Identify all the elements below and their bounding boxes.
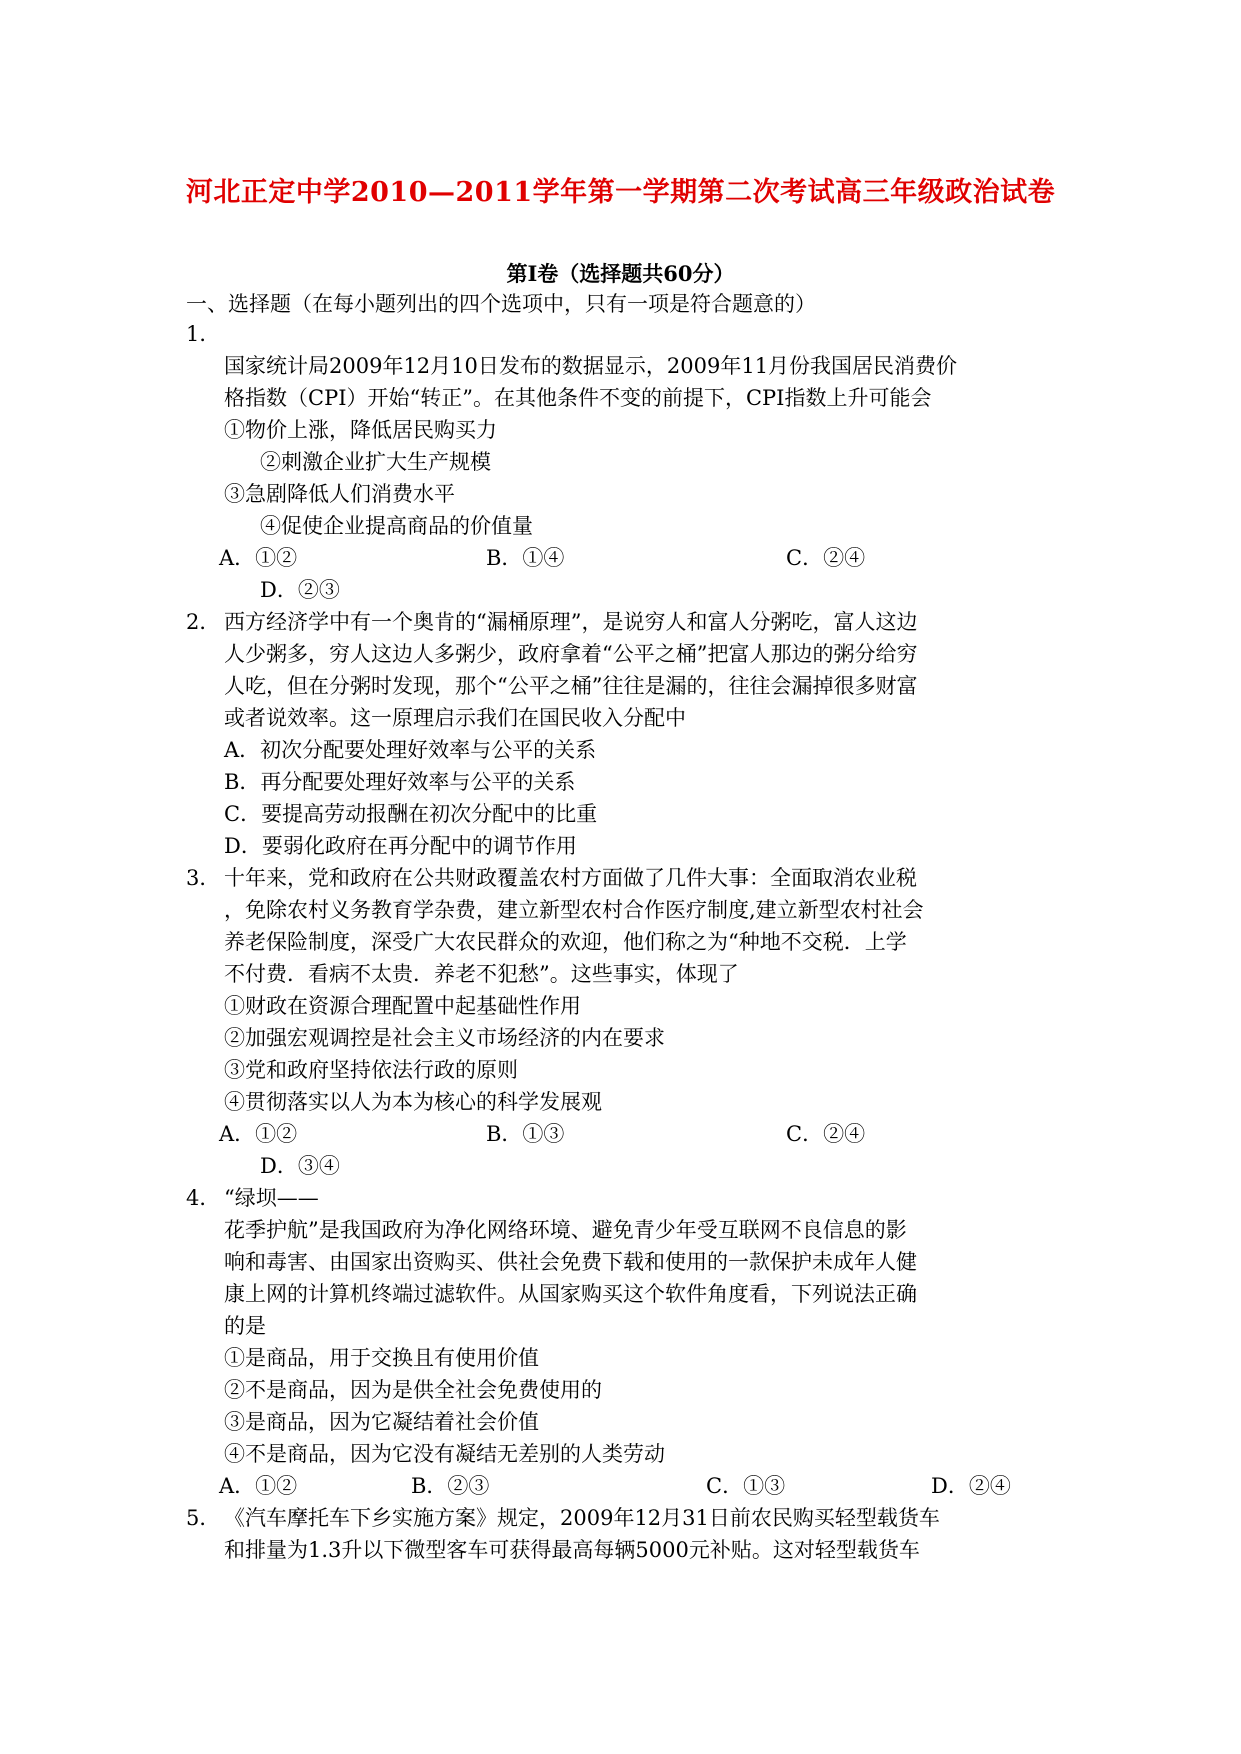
statement-item: ①是商品，用于交换且有使用价值 (224, 1346, 539, 1370)
statement-item: ①物价上涨，降低居民购买力 (224, 418, 497, 442)
question-stem-line: 养老保险制度，深受广大农民群众的欢迎，他们称之为“种地不交税．上学 (224, 930, 907, 954)
statement-item: ④促使企业提高商品的价值量 (260, 514, 533, 538)
section-heading: 第Ⅰ卷（选择题共60分） (506, 261, 735, 286)
question-number: 2． (186, 610, 221, 634)
question-2 (186, 606, 1056, 862)
question-stem-line: 国家统计局2009年12月10日发布的数据显示，2009年11月份我国居民消费价 (224, 354, 958, 378)
option-d: D．要弱化政府在再分配中的调节作用 (224, 834, 577, 858)
statement-item: ②刺激企业扩大生产规模 (260, 450, 491, 474)
option-d: D．②③ (260, 578, 340, 602)
question-stem-line: 十年来，党和政府在公共财政覆盖农村方面做了几件大事：全面取消农业税 (224, 866, 917, 890)
option-a: A．初次分配要处理好效率与公平的关系 (224, 738, 597, 762)
question-stem-line: 不付费．看病不太贵．养老不犯愁”。这些事实，体现了 (224, 962, 739, 986)
statement-item: ②加强宏观调控是社会主义市场经济的内在要求 (224, 1026, 665, 1050)
exam-title: 河北正定中学2010—2011学年第一学期第二次考试高三年级政治试卷 (185, 177, 1056, 208)
question-stem-line: 康上网的计算机终端过滤软件。从国家购买这个软件角度看，下列说法正确 (224, 1282, 917, 1306)
option-c: C．①③ (706, 1474, 786, 1498)
question-number: 5． (186, 1506, 221, 1530)
instruction-text: 一、选择题（在每小题列出的四个选项中，只有一项是符合题意的） (186, 292, 816, 316)
question-stem-line: 和排量为1.3升以下微型客车可获得最高每辆5000元补贴。这对轻型载货车 (224, 1538, 920, 1562)
statement-item: ③党和政府坚持依法行政的原则 (224, 1058, 518, 1082)
question-stem-line: ，免除农村义务教育学杂费，建立新型农村合作医疗制度,建立新型农村社会 (224, 898, 924, 922)
option-d: D．②④ (931, 1474, 1011, 1498)
statement-item: ④不是商品，因为它没有凝结无差别的人类劳动 (224, 1442, 665, 1466)
question-number: 4． (186, 1186, 221, 1210)
question-number: 1． (186, 322, 221, 346)
question-stem-line: 的是 (224, 1314, 266, 1338)
question-stem-line: 或者说效率。这一原理启示我们在国民收入分配中 (224, 706, 686, 730)
answer-options-row (186, 1470, 1056, 1502)
question-stem-line: 响和毒害、由国家出资购买、供社会免费下载和使用的一款保护未成年人健 (224, 1250, 917, 1274)
question-stem-line: 西方经济学中有一个奥肯的“漏桶原理”，是说穷人和富人分粥吃，富人这边 (224, 610, 918, 634)
question-stem-line: 格指数（CPI）开始“转正”。在其他条件不变的前提下，CPI指数上升可能会 (224, 386, 932, 410)
question-stem-line: 人吃，但在分粥时发现，那个“公平之桶”往往是漏的，往往会漏掉很多财富 (224, 674, 918, 698)
question-4 (186, 1182, 1056, 1502)
option-b: B．再分配要处理好效率与公平的关系 (224, 770, 576, 794)
answer-options-row (186, 1118, 1056, 1150)
question-stem-line: 花季护航”是我国政府为净化网络环境、避免青少年受互联网不良信息的影 (224, 1218, 907, 1242)
option-b: B．①③ (486, 1122, 565, 1146)
statement-item: ③急剧降低人们消费水平 (224, 482, 455, 506)
question-stem-line: “绿坝—— (224, 1186, 319, 1210)
question-5 (186, 1502, 1056, 1566)
answer-options-row (186, 542, 1056, 574)
option-a: A．①② (219, 1474, 298, 1498)
question-3 (186, 862, 1056, 1182)
option-c: C．②④ (786, 1122, 866, 1146)
option-b: B．②③ (411, 1474, 490, 1498)
statement-item: ④贯彻落实以人为本为核心的科学发展观 (224, 1090, 602, 1114)
option-d: D．③④ (260, 1154, 340, 1178)
option-a: A．①② (219, 1122, 298, 1146)
question-number: 3． (186, 866, 221, 890)
option-c: C．②④ (786, 546, 866, 570)
statement-item: ①财政在资源合理配置中起基础性作用 (224, 994, 581, 1018)
question-stem-line: 人少粥多，穷人这边人多粥少，政府拿着“公平之桶”把富人那边的粥分给穷 (224, 642, 918, 666)
statement-item: ②不是商品，因为是供全社会免费使用的 (224, 1378, 602, 1402)
statement-item: ③是商品，因为它凝结着社会价值 (224, 1410, 539, 1434)
question-stem-line: 《汽车摩托车下乡实施方案》规定，2009年12月31日前农民购买轻型载货车 (224, 1506, 940, 1530)
option-a: A．①② (219, 546, 298, 570)
option-c: C．要提高劳动报酬在初次分配中的比重 (224, 802, 598, 826)
option-b: B．①④ (486, 546, 565, 570)
question-1 (186, 318, 1056, 606)
